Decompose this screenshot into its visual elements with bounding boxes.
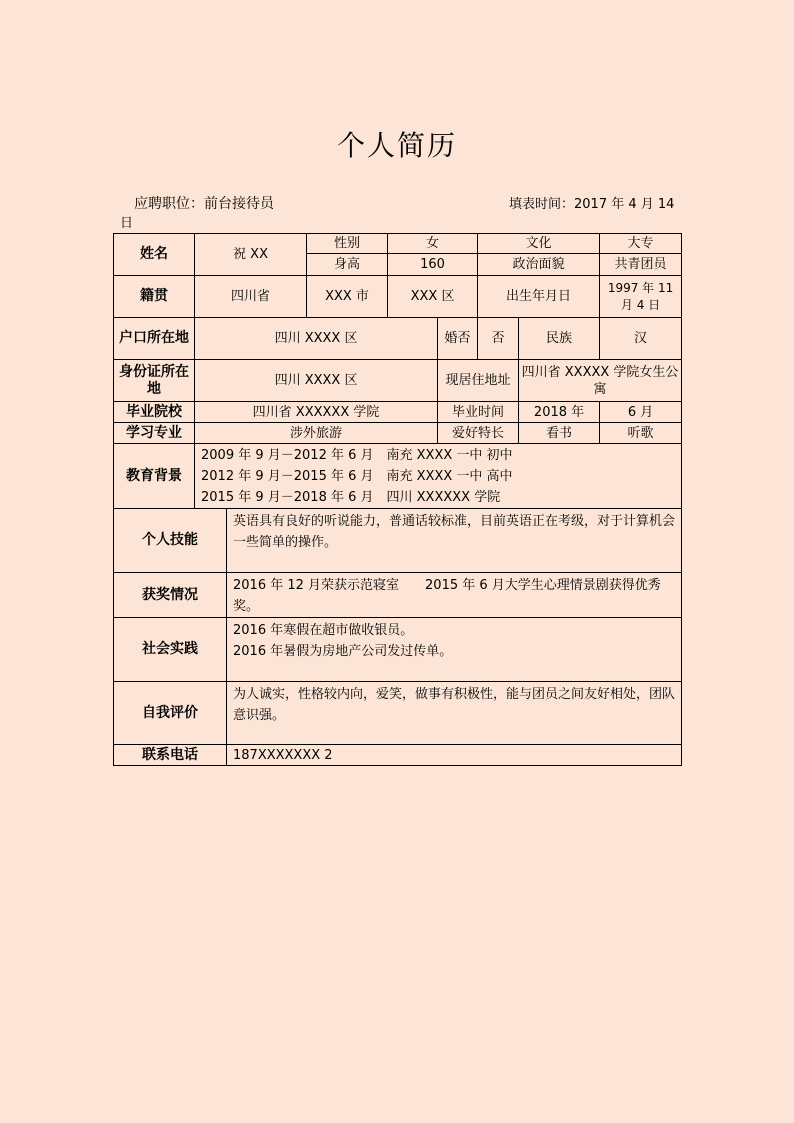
practice-item: 2016 年寒假在超市做收银员。 bbox=[233, 623, 414, 638]
native-province: 四川省 bbox=[195, 276, 307, 318]
height-value: 160 bbox=[388, 254, 478, 276]
culture-value: 大专 bbox=[600, 234, 682, 254]
phone-label: 联系电话 bbox=[114, 745, 227, 766]
hukou-value: 四川 XXXX 区 bbox=[195, 318, 438, 360]
native-city: XXX 市 bbox=[307, 276, 388, 318]
current-address-label: 现居住地址 bbox=[438, 360, 519, 402]
politics-value: 共青团员 bbox=[600, 254, 682, 276]
id-address-value: 四川 XXXX 区 bbox=[195, 360, 438, 402]
hobby-2: 听歌 bbox=[600, 423, 682, 444]
fill-date-continued: 日 bbox=[120, 216, 134, 231]
school-label: 毕业院校 bbox=[114, 402, 195, 423]
grad-month: 6 月 bbox=[600, 402, 682, 423]
education-item: 2012 年 9 月－2015 年 6 月 南充 XXXX 一中 高中 bbox=[201, 468, 513, 484]
practice-label: 社会实践 bbox=[114, 618, 227, 682]
major-label: 学习专业 bbox=[114, 423, 195, 444]
birth-value: 1997 年 11 月 4 日 bbox=[600, 276, 682, 318]
politics-label: 政治面貌 bbox=[478, 254, 600, 276]
practice-list bbox=[227, 618, 682, 682]
fill-date: 填表时间：2017 年 4 月 14 bbox=[509, 197, 675, 212]
awards-value: 2016 年 12 月荣获示范寝室 2015 年 6 月大学生心理情景剧获得优秀奖。 bbox=[227, 573, 682, 618]
phone-value: 187XXXXXXX 2 bbox=[227, 745, 682, 766]
marriage-value: 否 bbox=[478, 318, 519, 360]
hobby-label: 爱好特长 bbox=[438, 423, 519, 444]
current-address-value: 四川省 XXXXX 学院女生公寓 bbox=[519, 360, 682, 402]
height-label: 身高 bbox=[307, 254, 388, 276]
native-district: XXX 区 bbox=[388, 276, 478, 318]
applied-position: 应聘职位：前台接待员 bbox=[134, 196, 274, 212]
skills-value: 英语具有良好的听说能力，普通话较标准，目前英语正在考级，对于计算机会一些简单的操作。 bbox=[227, 509, 682, 573]
name-label: 姓名 bbox=[114, 234, 195, 276]
major-value: 涉外旅游 bbox=[195, 423, 438, 444]
marriage-label: 婚否 bbox=[438, 318, 478, 360]
practice-item: 2016 年暑假为房地产公司发过传单。 bbox=[233, 644, 453, 659]
gender-value: 女 bbox=[388, 234, 478, 254]
education-item: 2015 年 9 月－2018 年 6 月 四川 XXXXXX 学院 bbox=[201, 489, 501, 505]
awards-label: 获奖情况 bbox=[114, 573, 227, 618]
hobby-1: 看书 bbox=[519, 423, 600, 444]
school-value: 四川省 XXXXXX 学院 bbox=[195, 402, 438, 423]
grad-time-label: 毕业时间 bbox=[438, 402, 519, 423]
self-eval-label: 自我评价 bbox=[114, 682, 227, 745]
skills-label: 个人技能 bbox=[114, 509, 227, 573]
page-title: 个人简历 bbox=[336, 129, 457, 162]
name-value: 祝 XX bbox=[195, 234, 307, 276]
ethnic-label: 民族 bbox=[519, 318, 600, 360]
education-label: 教育背景 bbox=[114, 444, 195, 509]
birth-label: 出生年月日 bbox=[478, 276, 600, 318]
native-label: 籍贯 bbox=[114, 276, 195, 318]
education-list bbox=[195, 444, 682, 509]
hukou-label: 户口所在地 bbox=[114, 318, 195, 360]
gender-label: 性别 bbox=[307, 234, 388, 254]
culture-label: 文化 bbox=[478, 234, 600, 254]
resume-table bbox=[113, 233, 682, 766]
self-eval-value: 为人诚实，性格较内向，爱笑，做事有积极性，能与团员之间友好相处，团队意识强。 bbox=[227, 682, 682, 745]
grad-year: 2018 年 bbox=[519, 402, 600, 423]
id-address-label: 身份证所在地 bbox=[114, 360, 195, 402]
education-item: 2009 年 9 月－2012 年 6 月 南充 XXXX 一中 初中 bbox=[201, 447, 513, 463]
ethnic-value: 汉 bbox=[600, 318, 682, 360]
